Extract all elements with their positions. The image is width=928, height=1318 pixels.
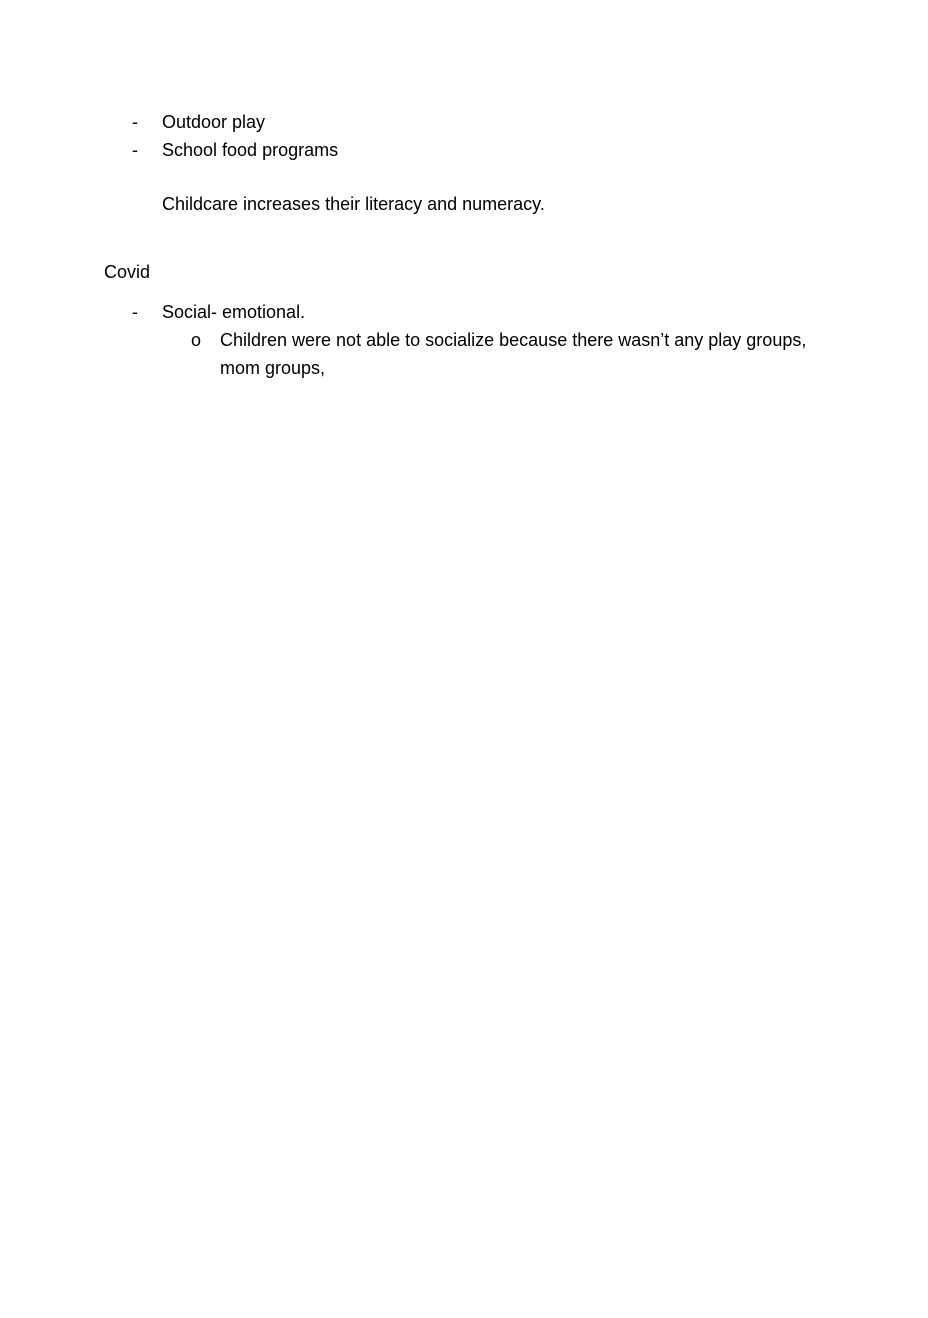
bullet-circle: o [191, 330, 202, 350]
list-item-social-emotional: Social- emotional. [162, 302, 306, 322]
list-item-school-food-programs: School food programs [162, 140, 339, 160]
sub-list-item-children-socialize: Children were not able to socialize because there wasn’t any play groups, mom groups, [220, 330, 807, 378]
paragraph-childcare: Childcare increases their literacy and numeracy. [162, 194, 545, 214]
bullet-dash: - [132, 112, 138, 132]
bullet-dash: - [132, 302, 138, 322]
list-item-outdoor-play: Outdoor play [162, 112, 266, 132]
bullet-dash: - [132, 140, 138, 160]
section-heading-covid: Covid [104, 262, 151, 282]
